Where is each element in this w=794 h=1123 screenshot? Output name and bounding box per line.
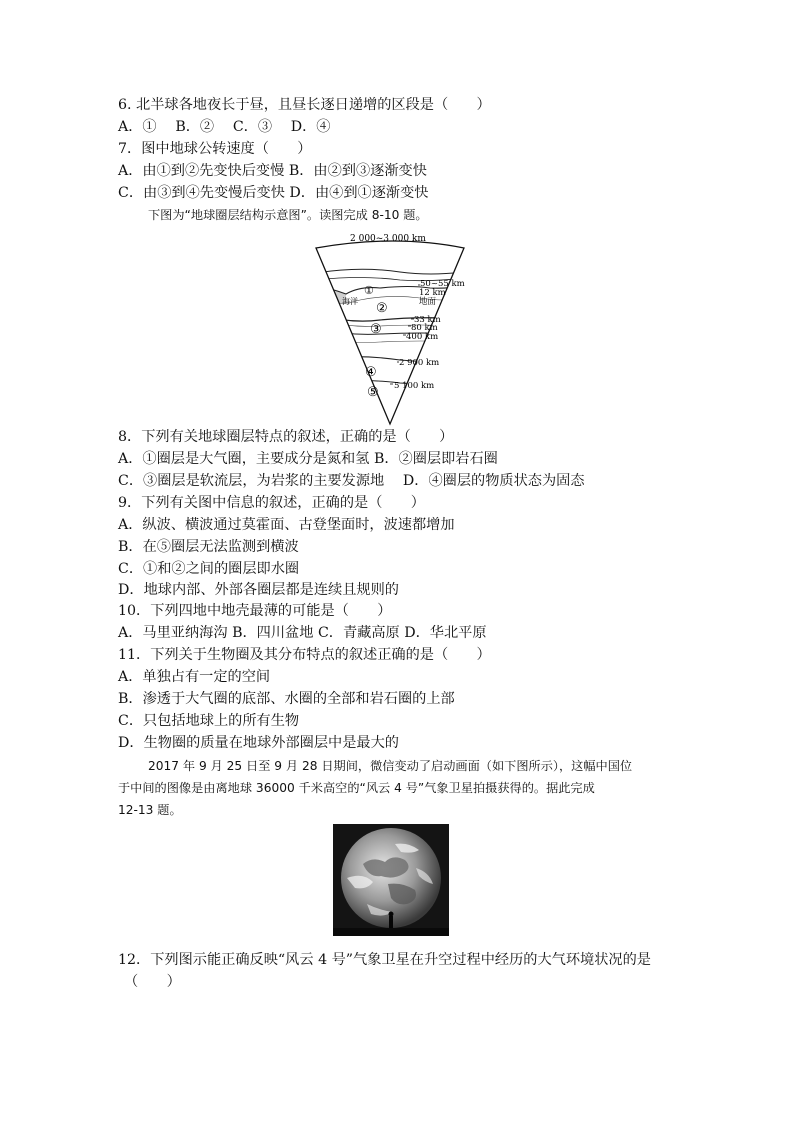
label-50-55km: 50~55 km	[420, 279, 465, 289]
label-400km: 400 km	[406, 332, 439, 342]
question-6-options: A．① B．② C．③ D．④	[118, 119, 331, 135]
diagram-top-label: 2 000~3 000 km	[350, 234, 426, 244]
question-12-paren: （ ）	[124, 974, 181, 990]
question-11-stem: 11．下列关于生物圈及其分布特点的叙述正确的是（ ）	[118, 647, 491, 663]
label-2900km: 2 900 km	[399, 358, 440, 368]
intro-8-10: 下图为“地球圈层结构示意图”。读图完成 8-10 题。	[148, 208, 428, 222]
intro-12-13-line-1: 2017 年 9 月 25 日至 9 月 28 日期间，微信变动了启动画面（如下图所示），这幅中国位	[148, 759, 633, 773]
question-11-option-c: C．只包括地球上的所有生物	[118, 713, 300, 729]
question-9-stem: 9．下列有关图中信息的叙述，正确的是（ ）	[118, 495, 425, 511]
question-6-stem: 6. 北半球各地夜长于昼，且昼长逐日递增的区段是（ ）	[118, 97, 491, 113]
question-12-stem: 12．下列图示能正确反映“风云 4 号”气象卫星在升空过程中经历的大气环境状况的是	[118, 952, 651, 968]
layer-1-label: ①	[364, 284, 374, 297]
question-9-option-a: A．纵波、横波通过莫霍面、古登堡面时，波速都增加	[118, 517, 455, 533]
question-9-option-d: D．地球内部、外部各圈层都是连续且规则的	[118, 582, 399, 598]
question-7-options-line-2: C．由③到④先变慢后变快 D．由④到①逐渐变快	[118, 185, 429, 201]
ocean-label: 海洋	[342, 297, 358, 306]
question-10-options: A．马里亚纳海沟 B．四川盆地 C．青藏高原 D．华北平原	[118, 625, 487, 641]
intro-12-13-line-3: 12-13 题。	[118, 803, 182, 817]
question-7-stem: 7．图中地球公转速度（ ）	[118, 141, 312, 157]
earth-satellite-photo	[333, 824, 449, 936]
question-9-option-c: C．①和②之间的圈层即水圈	[118, 561, 300, 577]
question-8-options-line-1: A．①圈层是大气圈，主要成分是氮和氢 B．②圈层即岩石圈	[118, 451, 498, 467]
question-11-option-b: B．渗透于大气圈的底部、水圈的全部和岩石圈的上部	[118, 691, 455, 707]
label-ground: 地面	[419, 297, 437, 307]
layer-5-label: ⑤	[367, 385, 379, 400]
layer-3-label: ③	[370, 322, 382, 337]
question-10-stem: 10．下列四地中地壳最薄的可能是（ ）	[118, 603, 392, 619]
question-8-options-line-2: C．③圈层是软流层，为岩浆的主要发源地 D．④圈层的物质状态为固态	[118, 473, 585, 489]
layer-2-label: ②	[376, 301, 388, 316]
question-11-option-a: A．单独占有一定的空间	[118, 669, 271, 685]
question-8-stem: 8．下列有关地球圈层特点的叙述，正确的是（ ）	[118, 429, 454, 445]
label-5100km: 5 100 km	[394, 381, 435, 391]
question-7-options-line-1: A．由①到②先变快后变慢 B．由②到③逐渐变快	[118, 163, 427, 179]
label-80km: 80 km	[411, 323, 438, 333]
question-9-option-b: B．在⑤圈层无法监测到横波	[118, 539, 299, 555]
earth-layer-diagram	[300, 228, 490, 428]
intro-12-13-line-2: 于中间的图像是由离地球 36000 千米高空的“风云 4 号”气象卫星拍摄获得的。据此完成	[118, 781, 595, 795]
question-11-option-d: D．生物圈的质量在地球外部圈层中是最大的	[118, 735, 399, 751]
label-12km: 12 km	[419, 288, 446, 298]
label-33km: 33 km	[414, 315, 441, 325]
person-silhouette	[389, 912, 394, 930]
layer-4-label: ④	[365, 365, 377, 380]
